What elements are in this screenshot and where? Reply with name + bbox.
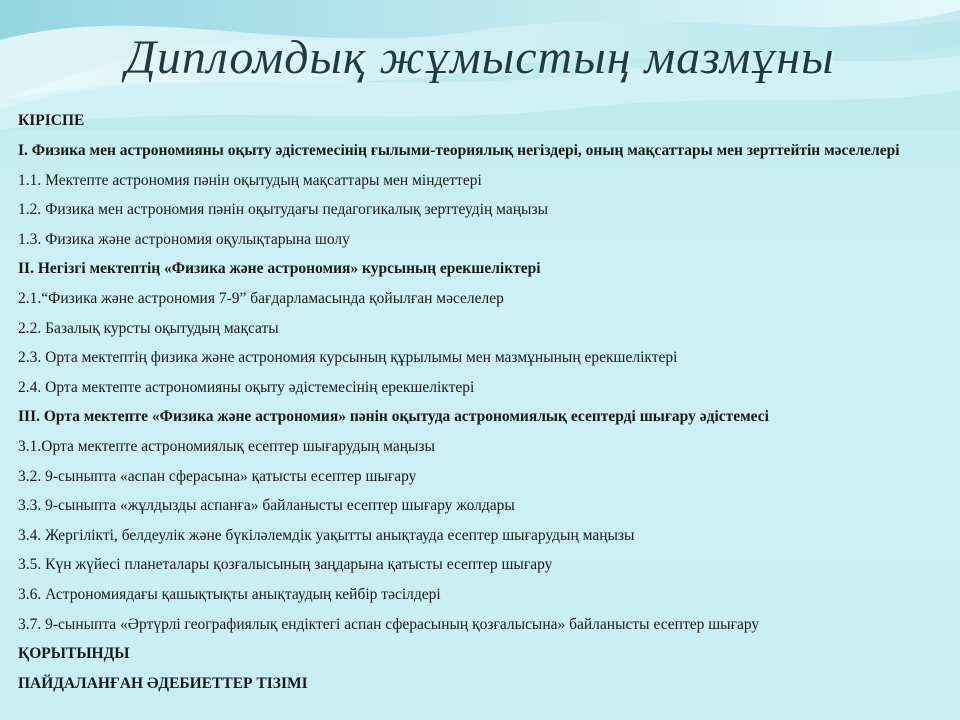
toc-item: ҚОРЫТЫНДЫ — [18, 645, 130, 663]
toc-item: ІІ. Негізгі мектептің «Физика және астрономия» курсының ерекшеліктері — [18, 260, 541, 278]
toc-item: 3.3. 9-сыныпта «жұлдызды аспанға» байланысты есептер шығару жолдары — [18, 497, 515, 515]
toc-item: 3.2. 9-сыныпта «аспан сферасына» қатысты есептер шығару — [18, 467, 417, 485]
toc-item: КІРІСПЕ — [18, 112, 85, 129]
toc-item: 1.2. Физика мен астрономия пәнін оқытудағы педагогикалық зерттеудің маңызы — [18, 201, 548, 219]
table-of-contents — [18, 106, 936, 698]
toc-item: І. Физика мен астрономияны оқыту әдістемесінің ғылыми-теориялық негіздері, оның мақсаттары мен зерттейтін мәселелері — [18, 141, 900, 159]
toc-item: 2.4. Орта мектепте астрономияны оқыту әдістемесінің ерекшеліктері — [18, 378, 475, 396]
toc-item: 3.5. Күн жүйесі планеталары қозғалысының заңдарына қатысты есептер шығару — [18, 556, 553, 574]
toc-item: ПАЙДАЛАНҒАН ӘДЕБИЕТТЕР ТІЗІМІ — [18, 674, 308, 692]
toc-item: ІІІ. Орта мектепте «Физика және астрономия» пәнін оқытуда астрономиялық есептерді шығару әдістемесі — [18, 408, 769, 426]
toc-item: 1.1. Мектепте астрономия пәнін оқытудың мақсаттары мен міндеттері — [18, 171, 482, 189]
toc-item: 3.1.Орта мектепте астрономиялық есептер шығарудың маңызы — [18, 437, 435, 455]
toc-item: 3.4. Жергілікті, белдеулік және бүкіләлемдік уақытты анықтауда есептер шығарудың маңызы — [18, 526, 635, 544]
slide-title: Дипломдық жұмыстың мазмұны — [125, 31, 835, 84]
toc-item: 2.3. Орта мектептің физика және астрономия курсының құрылымы мен мазмұнының ерекшеліктері — [18, 349, 678, 367]
toc-item: 3.7. 9-сыныпта «Әртүрлі географиялық ендіктегі аспан сферасының қозғалысына» байланысты есептер шығару — [18, 615, 760, 633]
toc-item: 2.2. Базалық курсты оқытудың мақсаты — [18, 319, 279, 337]
toc-item: 3.6. Астрономиядағы қашықтықты анықтаудың кейбір тәсілдері — [18, 585, 441, 603]
toc-item: 2.1.“Физика және астрономия 7-9” бағдарламасында қойылған мәселелер — [18, 289, 504, 307]
toc-item: 1.3. Физика және астрономия оқулықтарына шолу — [18, 230, 350, 248]
